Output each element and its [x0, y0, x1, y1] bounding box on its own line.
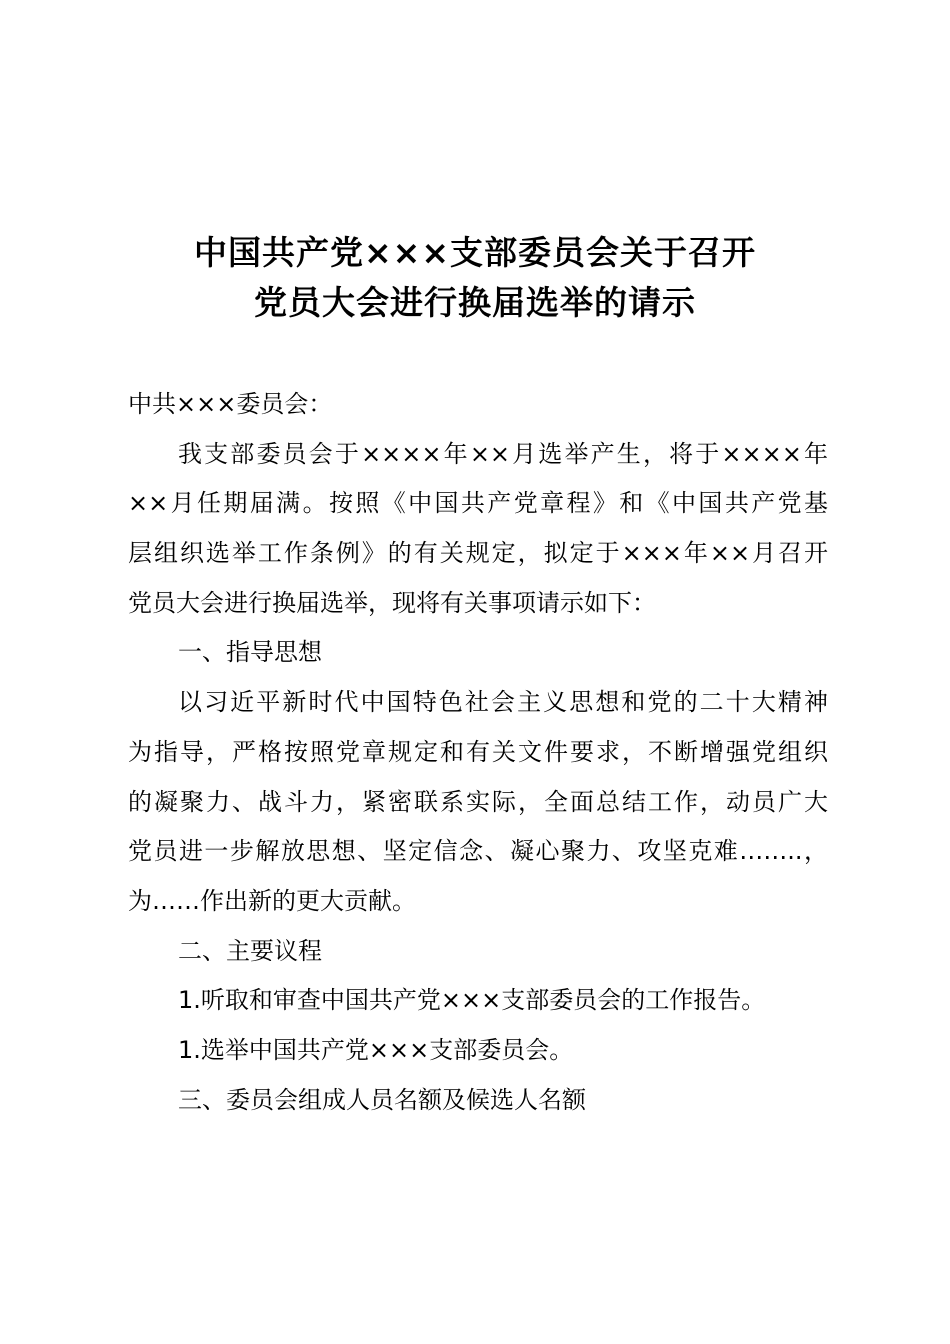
- paragraph-line: 为指导，严格按照党章规定和有关文件要求，不断增强党组织: [128, 737, 828, 766]
- document-body: [128, 380, 828, 1125]
- salutation: 中共×××委员会：: [128, 390, 333, 418]
- agenda-item: 1.选举中国共产党×××支部委员会。: [178, 1035, 574, 1064]
- paragraph-line: 的凝聚力、战斗力，紧密联系实际，全面总结工作，动员广大: [128, 787, 828, 816]
- paragraph-line: 为……作出新的更大贡献。: [128, 886, 416, 915]
- paragraph-line: 我支部委员会于××××年××月选举产生，将于××××年: [178, 439, 828, 468]
- document-title-line-2: 党员大会进行换届选举的请示: [254, 283, 696, 322]
- paragraph-line: 党员大会进行换届选举，现将有关事项请示如下：: [128, 588, 656, 617]
- section-heading-1: 一、指导思想: [178, 638, 322, 667]
- paragraph-line: 党员进一步解放思想、坚定信念、凝心聚力、攻坚克难……..，: [128, 837, 828, 866]
- paragraph-line: 以习近平新时代中国特色社会主义思想和党的二十大精神: [178, 688, 828, 717]
- document-title-line-1: 中国共产党×××支部委员会关于召开: [194, 233, 756, 272]
- paragraph-line: ××月任期届满。按照《中国共产党章程》和《中国共产党基: [128, 489, 828, 518]
- section-heading-3: 三、委员会组成人员名额及候选人名额: [178, 1085, 586, 1114]
- section-heading-2: 二、主要议程: [178, 936, 322, 965]
- paragraph-line: 层组织选举工作条例》的有关规定，拟定于×××年××月召开: [128, 539, 828, 568]
- agenda-item: 1.听取和审查中国共产党×××支部委员会的工作报告。: [178, 986, 766, 1015]
